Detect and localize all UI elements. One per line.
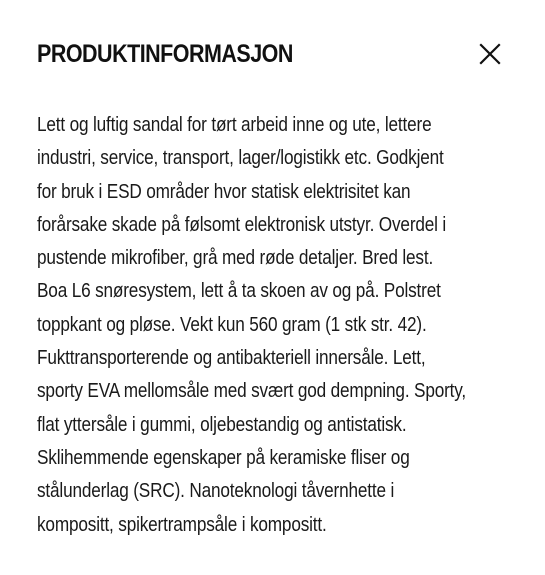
close-icon (472, 36, 508, 72)
description-line: stålunderlag (SRC). Nanoteknologi tåvernhette i (37, 480, 395, 503)
description-line: flat yttersåle i gummi, oljebestandig og antistatisk. (37, 413, 407, 436)
description-line: forårsake skade på følsomt elektronisk utstyr. Overdel i (37, 213, 447, 236)
description-line: industri, service, transport, lager/logistikk etc. Godkjent (37, 147, 444, 170)
description-line: pustende mikrofiber, grå med røde detaljer. Bred lest. (37, 247, 434, 270)
description-line: Sklihemmende egenskaper på keramiske fliser og (37, 446, 410, 469)
description-line: sporty EVA mellomsåle med svært god dempning. Sporty, (37, 380, 467, 403)
description-line: toppkant og pløse. Vekt kun 560 gram (1 stk str. 42). (37, 313, 427, 336)
description-line: Boa L6 snøresystem, lett å ta skoen av og på. Polstret (37, 280, 441, 303)
close-button[interactable] (472, 36, 508, 72)
description-line: Fukttransporterende og antibakteriell innersåle. Lett, (37, 347, 426, 370)
modal-title: PRODUKTINFORMASJON (37, 40, 293, 68)
description-line: Lett og luftig sandal for tørt arbeid inne og ute, lettere (37, 114, 432, 136)
product-description (37, 109, 509, 542)
description-line: kompositt, spikertrampsåle i kompositt. (37, 513, 327, 536)
description-line: for bruk i ESD områder hvor statisk elektrisitet kan (37, 180, 411, 203)
